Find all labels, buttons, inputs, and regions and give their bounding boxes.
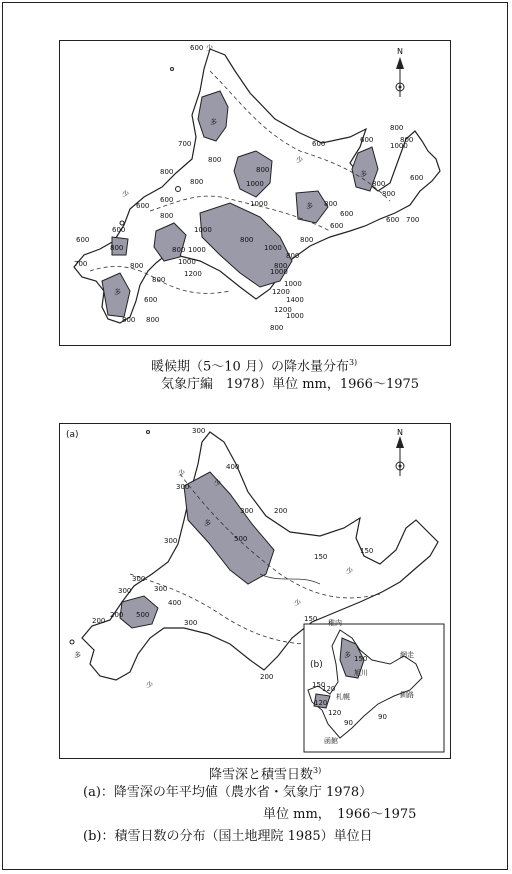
contour-label: 600 xyxy=(312,140,326,148)
region-label: 少 xyxy=(206,44,213,52)
place-label-sapporo: 札幌 xyxy=(336,693,350,701)
document-page xyxy=(2,2,508,870)
contour-label: 800 xyxy=(390,124,404,132)
contour-label: 600 xyxy=(144,296,158,304)
region-label: 多 xyxy=(210,118,217,126)
contour-label: 500 xyxy=(136,611,150,619)
region-label: 多 xyxy=(204,519,211,527)
place-label-abashiri: 網走 xyxy=(400,651,414,659)
figure1-title: 暖候期（5～10 月）の降水量分布 xyxy=(151,359,349,375)
contour-label: 120 xyxy=(322,685,336,693)
contour-label: 800 xyxy=(160,212,174,220)
high-precip-area xyxy=(198,91,228,141)
contour-label: 200 xyxy=(260,673,274,681)
contour-label: 1400 xyxy=(286,296,304,304)
contour-label: 1000 xyxy=(286,312,304,320)
region-label: 少 xyxy=(214,479,221,487)
contour-label: 700 xyxy=(178,140,192,148)
region-label: 多 xyxy=(114,288,121,296)
contour-label: 600 xyxy=(160,196,174,204)
contour-label: 300 xyxy=(118,587,132,595)
region-label: 多 xyxy=(306,202,313,210)
contour-label: 600 xyxy=(136,202,150,210)
contour-label: 1200 xyxy=(184,270,202,278)
panel-b-label: (b) xyxy=(310,660,323,670)
region-label: 少 xyxy=(294,599,301,607)
contour-label: 700 xyxy=(406,216,420,224)
contour-label: 600 xyxy=(386,216,400,224)
contour-label: 600 xyxy=(410,174,424,182)
figure2-caption-a: (a)：降雪深の年平均値（農水省・気象庁 1978） xyxy=(83,785,373,800)
contour-label: 800 xyxy=(110,244,124,252)
contour-label: 150 xyxy=(314,553,328,561)
contour-label: 800 xyxy=(400,136,414,144)
contour-label: 1000 xyxy=(246,180,264,188)
place-label-wakkanai: 稚内 xyxy=(328,619,342,627)
contour-label: 800 xyxy=(372,180,386,188)
contour-label: 400 xyxy=(168,599,182,607)
contour-label: 300 xyxy=(192,427,206,435)
figure1-caption-line1 xyxy=(151,355,357,375)
contour-label: 1000 xyxy=(264,244,282,252)
contour-label: 600 xyxy=(112,226,126,234)
contour-label: 800 xyxy=(146,316,160,324)
contour-label: 500 xyxy=(234,535,248,543)
contour-label: 800 xyxy=(152,276,166,284)
contour-label: 800 xyxy=(208,156,222,164)
figure2-ref: 3) xyxy=(313,766,322,775)
contour-label: 200 xyxy=(92,617,106,625)
contour-label: 800 xyxy=(240,236,254,244)
contour-label: 1000 xyxy=(188,246,206,254)
figure2-caption-title xyxy=(209,763,321,783)
contour-label: 300 xyxy=(176,483,190,491)
contour-label: 200 xyxy=(274,507,288,515)
contour-label: 800 xyxy=(300,236,314,244)
north-label: N xyxy=(397,428,403,437)
contour-label: 300 xyxy=(164,537,178,545)
contour-label: 120 xyxy=(328,709,342,717)
contour-label: 800 xyxy=(160,168,174,176)
region-label: 少 xyxy=(346,567,353,575)
precipitation-map xyxy=(59,40,451,346)
contour-label: 150 xyxy=(312,681,326,689)
figure2-caption-a-units: 単位 mm， 1966～1975 xyxy=(263,807,417,822)
contour-label: 800 xyxy=(172,246,186,254)
high-precip-area xyxy=(234,151,272,197)
contour-label: 1200 xyxy=(272,288,290,296)
region-label: 多 xyxy=(74,651,81,659)
figure1-ref: 3) xyxy=(348,358,358,367)
place-label-asahikawa: 旭川 xyxy=(354,669,368,677)
figure1-caption-line2: 気象庁編 1978）単位 mm，1966～1975 xyxy=(161,377,420,392)
contour-label: 120 xyxy=(314,699,328,707)
region-label: 少 xyxy=(296,156,303,164)
region-label: 少 xyxy=(122,190,129,198)
contour-label: 150 xyxy=(354,655,368,663)
contour-label: 300 xyxy=(240,507,254,515)
contour-label: 600 xyxy=(330,222,344,230)
figure2-caption-b: (b)：積雪日数の分布（国土地理院 1985）単位日 xyxy=(83,829,373,844)
contour-label: 300 xyxy=(184,619,198,627)
contour-label: 1000 xyxy=(390,142,408,150)
contour-label: 600 xyxy=(340,210,354,218)
contour-label: 200 xyxy=(110,611,124,619)
contour-label: 1200 xyxy=(274,306,292,314)
contour-label: 700 xyxy=(74,260,88,268)
contour-label: 1000 xyxy=(194,226,212,234)
region-label: 少 xyxy=(146,681,153,689)
place-label-hakodate: 函館 xyxy=(324,737,338,745)
contour-label: 800 xyxy=(274,262,288,270)
contour-label: 150 xyxy=(360,547,374,555)
contour-label: 90 xyxy=(344,719,353,727)
contour-label: 300 xyxy=(154,585,168,593)
contour-label: 150 xyxy=(304,615,318,623)
region-label: 多 xyxy=(344,651,351,659)
high-precip-area xyxy=(154,223,186,261)
contour-label: 800 xyxy=(190,178,204,186)
contour-label: 800 xyxy=(122,316,136,324)
high-snow-area xyxy=(184,472,274,584)
region-label: 少 xyxy=(178,469,185,477)
contour-label: 90 xyxy=(378,713,387,721)
north-arrow-icon xyxy=(396,57,404,97)
contour-label: 800 xyxy=(130,262,144,270)
contour-label: 800 xyxy=(270,324,284,332)
contour-label: 600 xyxy=(190,44,204,52)
place-label-kushiro: 釧路 xyxy=(400,691,414,699)
contour-label: 1000 xyxy=(178,258,196,266)
contour-label: 800 xyxy=(382,190,396,198)
region-label: 多 xyxy=(360,170,367,178)
contour-label: 1000 xyxy=(250,200,268,208)
contour-label: 400 xyxy=(226,463,240,471)
contour-label: 300 xyxy=(132,575,146,583)
north-label: N xyxy=(397,47,403,56)
contour-label: 1000 xyxy=(270,268,288,276)
contour-label: 800 xyxy=(286,252,300,260)
contour-label: 800 xyxy=(324,200,338,208)
contour-label: 800 xyxy=(256,166,270,174)
figure2-title: 降雪深と積雪日数 xyxy=(209,767,314,783)
contour-label: 600 xyxy=(360,136,374,144)
panel-a-label: (a) xyxy=(66,430,79,440)
snowfall-map xyxy=(59,423,451,759)
north-arrow-icon xyxy=(396,436,404,476)
contour-label: 1000 xyxy=(284,280,302,288)
contour-label: 600 xyxy=(76,236,90,244)
